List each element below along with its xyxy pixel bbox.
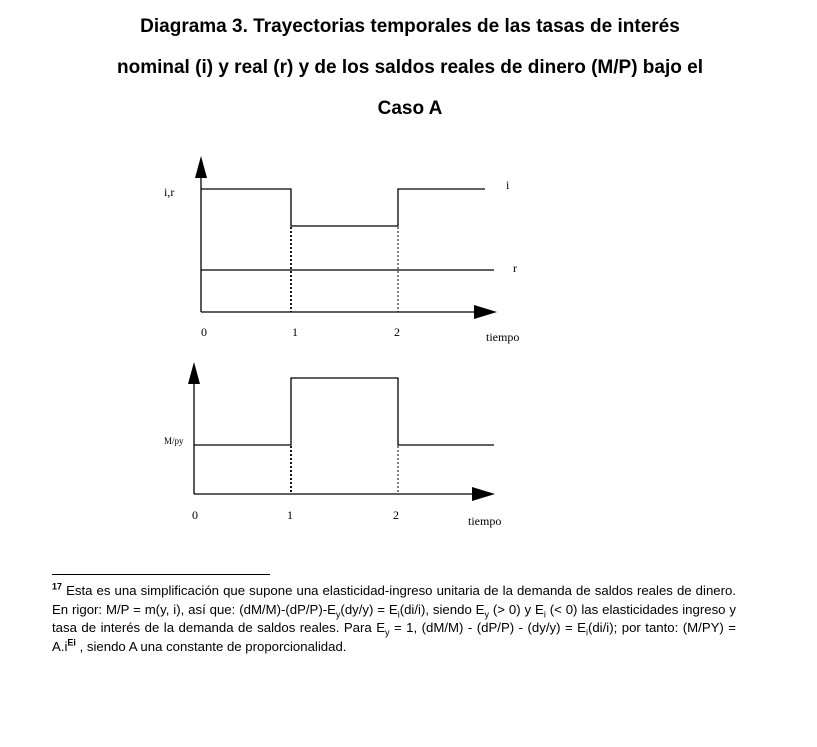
footnote-text-5: (< 0) las elasticidades ingreso y tasa de interés de la demanda de saldos reales. Para E	[52, 601, 736, 636]
top-x-axis-arrowhead	[474, 305, 497, 319]
bottom-diagram	[164, 362, 501, 528]
title-line-3: Caso A	[377, 98, 443, 119]
footnote-text-8: , siendo A una constante de proporcionalidad.	[75, 638, 347, 654]
top-tick-2: 2	[394, 325, 400, 339]
bottom-tick-0: 0	[192, 508, 198, 522]
footnote-text-4: (> 0) y E	[488, 601, 544, 617]
title-line-1: Diagrama 3. Trayectorias temporales de las tasas de interés	[140, 16, 680, 37]
footnote-separator	[52, 574, 270, 575]
top-x-axis-label: tiempo	[486, 330, 520, 344]
footnote-sub-y-1: y	[335, 609, 341, 620]
bottom-x-axis-arrowhead	[472, 487, 495, 501]
bottom-y-axis-label: M/py	[164, 436, 184, 446]
top-diagram	[164, 156, 519, 344]
series-mp-line	[194, 378, 494, 445]
bottom-y-axis	[188, 362, 200, 494]
title-line-2: nominal (i) y real (r) y de los saldos reales de dinero (M/P) bajo el	[117, 57, 703, 78]
series-i-label: i	[506, 178, 510, 192]
bottom-tick-2: 2	[393, 508, 399, 522]
footnote-sub-i-1: i	[397, 609, 400, 620]
top-y-axis-label: i,r	[164, 185, 175, 199]
top-tick-0: 0	[201, 325, 207, 339]
footnote-text-6: = 1, (dM/M) - (dP/P) - (dy/y) = E	[389, 620, 586, 636]
footnote-text-3: (di/i), siendo E	[399, 601, 485, 617]
footnote-sub-i-3: i	[585, 627, 588, 638]
footnote-text-2: (dy/y) = E	[340, 601, 398, 617]
bottom-tick-1: 1	[287, 508, 293, 522]
footnote-number: 17	[52, 581, 63, 592]
footnote-sub-i-2: i	[543, 609, 546, 620]
footnote-sup-ei: Ei	[67, 637, 76, 648]
bottom-x-axis	[194, 487, 495, 501]
top-tick-1: 1	[292, 325, 298, 339]
top-y-axis-arrowhead	[195, 156, 207, 178]
footnote-text-7: (di/i); por tanto: (M/PY) = A.i	[52, 620, 736, 654]
bottom-y-axis-arrowhead	[188, 362, 200, 384]
top-y-axis	[195, 156, 207, 312]
bottom-x-axis-label: tiempo	[468, 514, 502, 528]
series-i-line	[201, 189, 485, 226]
footnote-17	[52, 582, 736, 656]
top-x-axis	[201, 305, 497, 319]
footnote-text-1: Esta es una simplificación que supone una elasticidad-ingreso unitaria de la demanda de saldos reales de dinero. En rigor: M/P = m(y, i), así que: (dM/M)-(dP/P)-E	[52, 583, 736, 617]
footnote-sub-y-3: y	[385, 627, 390, 638]
series-r-label: r	[513, 261, 517, 275]
footnote-sub-y-2: y	[484, 609, 489, 620]
